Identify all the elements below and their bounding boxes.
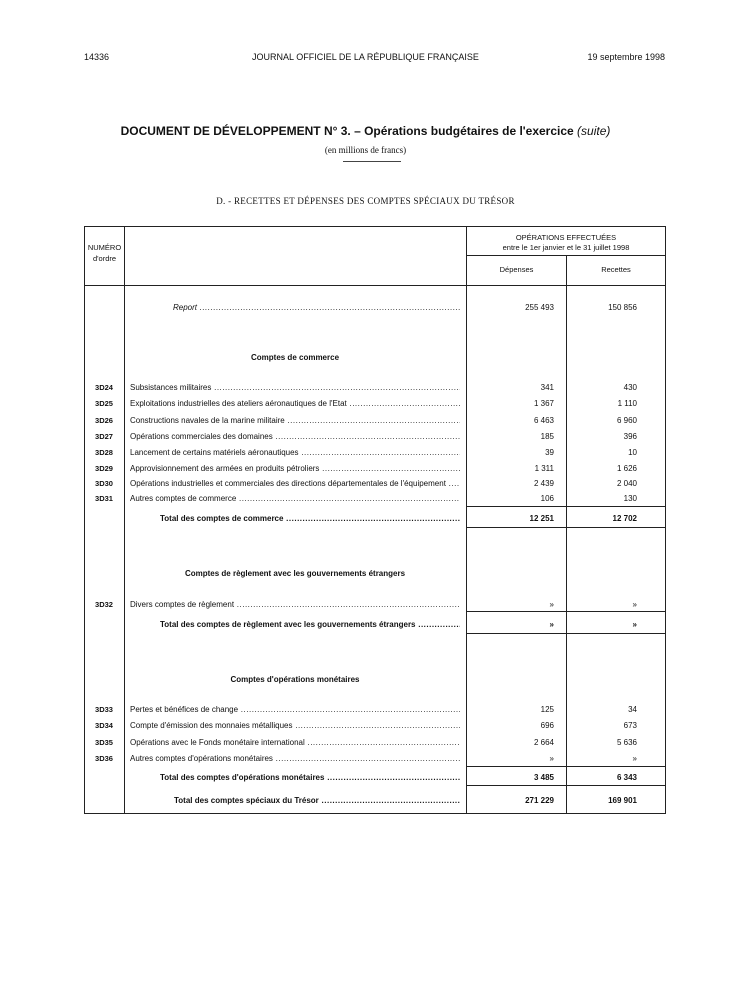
col-recettes-header: Recettes [601, 265, 631, 274]
row-code: 3D35 [95, 738, 113, 747]
row-depenses: 39 [545, 448, 554, 457]
row-code: 3D28 [95, 448, 113, 457]
row-code: 3D34 [95, 721, 113, 730]
row-label: Compte d'émission des monnaies métalliques ..... [130, 721, 460, 730]
row-depenses: 696 [540, 721, 554, 730]
col-numero-subheader: d'ordre [92, 254, 117, 263]
title-divider [343, 161, 401, 162]
total-monetaires-recettes: 6 343 [616, 773, 637, 782]
row-code: 3D29 [95, 464, 113, 473]
row-depenses: 341 [540, 383, 554, 392]
report-label: Report ..... [173, 303, 460, 312]
row-depenses: 185 [540, 432, 554, 441]
row-label: Autres comptes de commerce ..... [130, 494, 460, 503]
ops-period: entre le 1er janvier et le 31 juillet 1998 [502, 243, 630, 252]
row-recettes: 396 [623, 432, 637, 441]
group-title-monetaires: Comptes d'opérations monétaires [230, 675, 360, 684]
page-number: 14336 [84, 52, 110, 62]
grand-total-recettes: 169 901 [608, 796, 637, 805]
row-depenses: 2 664 [533, 738, 554, 747]
col-depenses-header: Dépenses [499, 265, 534, 274]
row-recettes: 10 [628, 448, 637, 457]
total-commerce-label: Total des comptes de commerce ..... [160, 514, 460, 523]
row-code: 3D27 [95, 432, 113, 441]
row-code: 3D26 [95, 416, 113, 425]
unit-subtitle: (en millions de francs) [324, 145, 407, 155]
row-label: Autres comptes d'opérations monétaires ..... [130, 754, 460, 763]
total-rule [466, 527, 665, 528]
row-label: Approvisionnement des armées en produits pétroliers ..... [130, 464, 460, 473]
col-divider-numero [124, 227, 125, 813]
row-label: Subsistances militaires ..... [130, 383, 460, 392]
row-label: Opérations industrielles et commerciales des directions départementales de l'équipement ..... [130, 479, 460, 488]
total-reglement-depenses: » [549, 620, 554, 629]
group-title-commerce: Comptes de commerce [250, 353, 340, 362]
row-label: Divers comptes de règlement ..... [130, 600, 460, 609]
row-label: Opérations avec le Fonds monétaire international ..... [130, 738, 460, 747]
journal-title: JOURNAL OFFICIEL DE LA RÉPUBLIQUE FRANÇAISE [252, 52, 479, 62]
total-monetaires-depenses: 3 485 [533, 773, 554, 782]
row-code: 3D25 [95, 399, 113, 408]
total-rule [466, 785, 665, 786]
publication-date: 19 septembre 1998 [587, 52, 665, 62]
row-recettes: 2 040 [616, 479, 637, 488]
total-reglement-label: Total des comptes de règlement avec les gouvernements étrangers ..... [160, 620, 460, 629]
row-recettes: 130 [623, 494, 637, 503]
row-recettes: 5 636 [616, 738, 637, 747]
row-code: 3D36 [95, 754, 113, 763]
subtotal-rule [466, 766, 665, 767]
header-rule-ops [466, 255, 665, 256]
report-depenses: 255 493 [525, 303, 554, 312]
row-recettes: 1 626 [616, 464, 637, 473]
row-depenses: 2 439 [533, 479, 554, 488]
row-recettes: 673 [623, 721, 637, 730]
row-label: Opérations commerciales des domaines ..... [130, 432, 460, 441]
row-code: 3D33 [95, 705, 113, 714]
row-recettes: 6 960 [616, 416, 637, 425]
row-depenses: 6 463 [533, 416, 554, 425]
group-title-reglement: Comptes de règlement avec les gouvernements étrangers [184, 569, 406, 578]
total-commerce-recettes: 12 702 [612, 514, 637, 523]
row-recettes: 430 [623, 383, 637, 392]
section-title: D. - RECETTES ET DÉPENSES DES COMPTES SPÉCIAUX DU TRÉSOR [216, 196, 515, 206]
row-label: Constructions navales de la marine militaire ..... [130, 416, 460, 425]
row-code: 3D32 [95, 600, 113, 609]
row-code: 3D24 [95, 383, 113, 392]
grand-total-depenses: 271 229 [525, 796, 554, 805]
header-rule-bottom [85, 285, 665, 286]
row-label: Exploitations industrielles des ateliers aéronautiques de l'Etat ..... [130, 399, 460, 408]
row-recettes: 1 110 [617, 399, 637, 408]
row-code: 3D30 [95, 479, 113, 488]
subtotal-rule [466, 506, 665, 507]
subtotal-rule [466, 611, 665, 612]
report-recettes: 150 856 [608, 303, 637, 312]
grand-total-label: Total des comptes spéciaux du Trésor ..... [174, 796, 460, 805]
row-depenses: » [549, 600, 554, 609]
row-code: 3D31 [95, 494, 113, 503]
col-numero-header: NUMÉRO [87, 243, 122, 252]
total-commerce-depenses: 12 251 [529, 514, 554, 523]
ops-header: OPÉRATIONS EFFECTUÉES [515, 233, 617, 242]
budget-table [84, 226, 666, 814]
total-monetaires-label: Total des comptes d'opérations monétaires ..... [160, 773, 460, 782]
document-title-suffix: (suite) [577, 124, 611, 138]
row-depenses: 106 [540, 494, 554, 503]
document-title [0, 124, 731, 138]
total-reglement-recettes: » [632, 620, 637, 629]
row-recettes: » [632, 754, 637, 763]
document-title-main: DOCUMENT DE DÉVELOPPEMENT N° 3. – Opérations budgétaires de l'exercice [120, 124, 574, 138]
row-recettes: 34 [628, 705, 637, 714]
row-label: Pertes et bénéfices de change ..... [130, 705, 460, 714]
row-label: Lancement de certains matériels aéronautiques ..... [130, 448, 460, 457]
total-rule [466, 633, 665, 634]
row-depenses: 1 367 [533, 399, 554, 408]
row-depenses: » [549, 754, 554, 763]
row-depenses: 125 [540, 705, 554, 714]
row-depenses: 1 311 [534, 464, 554, 473]
row-recettes: » [632, 600, 637, 609]
